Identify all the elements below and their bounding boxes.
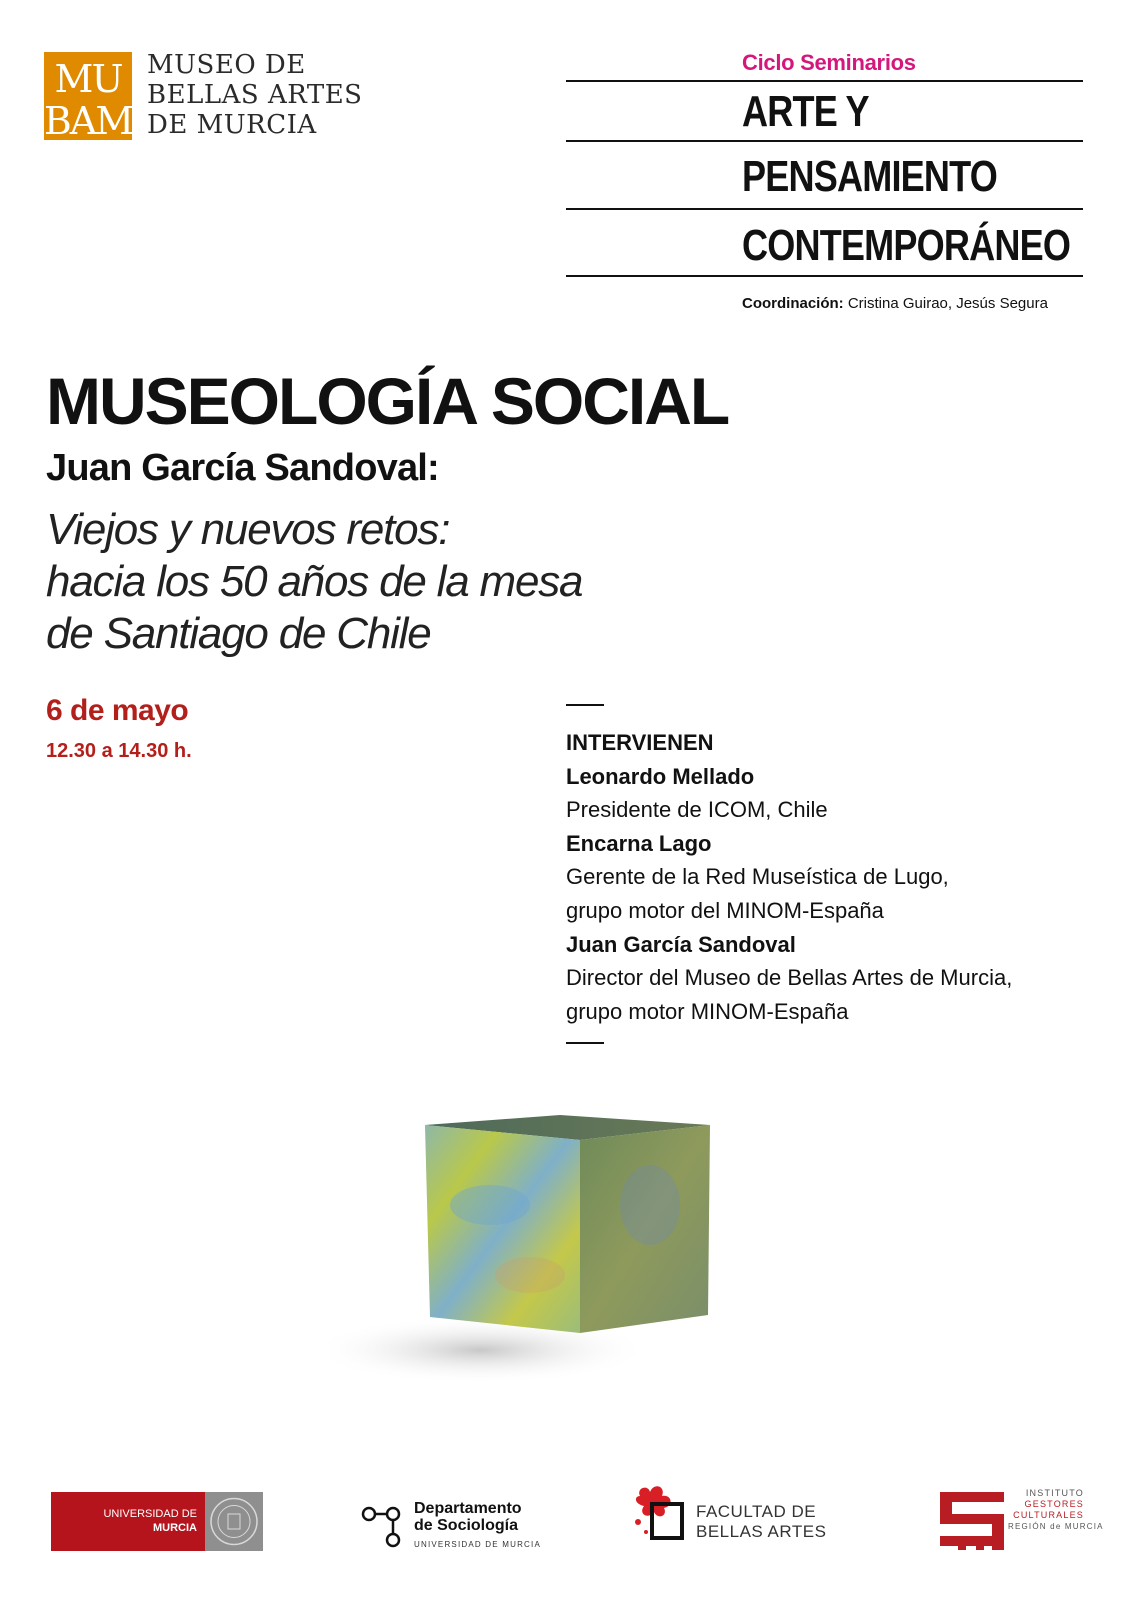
gestores-line-2: GESTORES (1024, 1499, 1084, 1509)
participants-heading: INTERVIENEN (566, 730, 714, 755)
participant-role-3a: Director del Museo de Bellas Artes de Murcia, (566, 965, 1013, 991)
coordination (742, 295, 1048, 312)
participants-list (566, 726, 1012, 1028)
gestores-culturales-icon (940, 1492, 1004, 1550)
museum-name-line-3: DE MURCIA (147, 110, 317, 140)
event-date: 6 de mayo (46, 694, 189, 727)
talk-title-line-3: de Santiago de Chile (46, 609, 431, 658)
bellas-artes-logo-text (696, 1502, 826, 1542)
event-speaker: Juan García Sandoval: (46, 447, 439, 489)
series-rule-1 (566, 80, 1083, 82)
museum-name-line-2: BELLAS ARTES (147, 80, 363, 110)
series-title-line-1: ARTE Y (742, 87, 869, 136)
talk-title-line-1: Viejos y nuevos retos: (46, 505, 450, 554)
sociologia-line-3: UNIVERSIDAD DE MURCIA (414, 1540, 541, 1549)
bellas-artes-line-1: FACULTAD DE (696, 1502, 817, 1521)
series-rule-3 (566, 208, 1083, 210)
sociologia-line-2: de Sociología (414, 1517, 519, 1534)
participant-role-2b: grupo motor del MINOM-España (566, 897, 884, 923)
cube-artwork (330, 1085, 810, 1415)
participant-name-2: Encarna Lago (566, 830, 712, 856)
universidad-murcia-text (103, 1507, 197, 1535)
participant-role-2a: Gerente de la Red Museística de Lugo, (566, 864, 949, 890)
museum-name-line-1: MUSEO DE (147, 50, 306, 80)
coordination-label: Coordinación: (742, 295, 844, 312)
event-time: 12.30 a 14.30 h. (46, 740, 192, 762)
universidad-line-2: MURCIA (153, 1522, 197, 1534)
talk-title (46, 504, 582, 660)
sociologia-nodes-icon (360, 1500, 408, 1552)
series-title-line-3: CONTEMPORÁNEO (742, 221, 1071, 270)
participant-role-1a: Presidente de ICOM, Chile (566, 797, 828, 823)
bellas-artes-splash-icon (632, 1482, 688, 1544)
gestores-culturales-text (1008, 1488, 1104, 1532)
museum-name (147, 50, 363, 140)
series-rule-2 (566, 140, 1083, 142)
gestores-line-4: REGIÓN de MURCIA (1008, 1522, 1104, 1531)
university-seal-icon (205, 1492, 263, 1551)
talk-title-line-2: hacia los 50 años de la mesa (46, 557, 583, 606)
participant-role-3b: grupo motor MINOM-España (566, 998, 849, 1024)
mubam-logo-mark (44, 52, 132, 140)
series-title-line-2: PENSAMIENTO (742, 152, 997, 201)
series-label: Ciclo Seminarios (742, 50, 916, 75)
participants-top-dash (566, 704, 604, 706)
participant-name-3: Juan García Sandoval (566, 931, 796, 957)
event-title: MUSEOLOGÍA SOCIAL (46, 364, 729, 438)
bellas-artes-line-2: BELLAS ARTES (696, 1522, 827, 1541)
series-rule-4 (566, 275, 1083, 277)
sociologia-line-1: Departamento (414, 1500, 522, 1517)
svg-text:MU: MU (54, 57, 122, 101)
universidad-line-1: UNIVERSIDAD DE (103, 1508, 197, 1520)
gestores-line-3: CULTURALES (1013, 1510, 1084, 1520)
participants-bottom-dash (566, 1042, 604, 1044)
svg-text:BAM: BAM (44, 99, 132, 140)
sociologia-logo-text (414, 1500, 541, 1553)
participant-name-1: Leonardo Mellado (566, 763, 755, 789)
universidad-murcia-logo (51, 1492, 263, 1551)
gestores-line-1: INSTITUTO (1025, 1488, 1084, 1498)
coordination-names: Cristina Guirao, Jesús Segura (847, 295, 1048, 312)
